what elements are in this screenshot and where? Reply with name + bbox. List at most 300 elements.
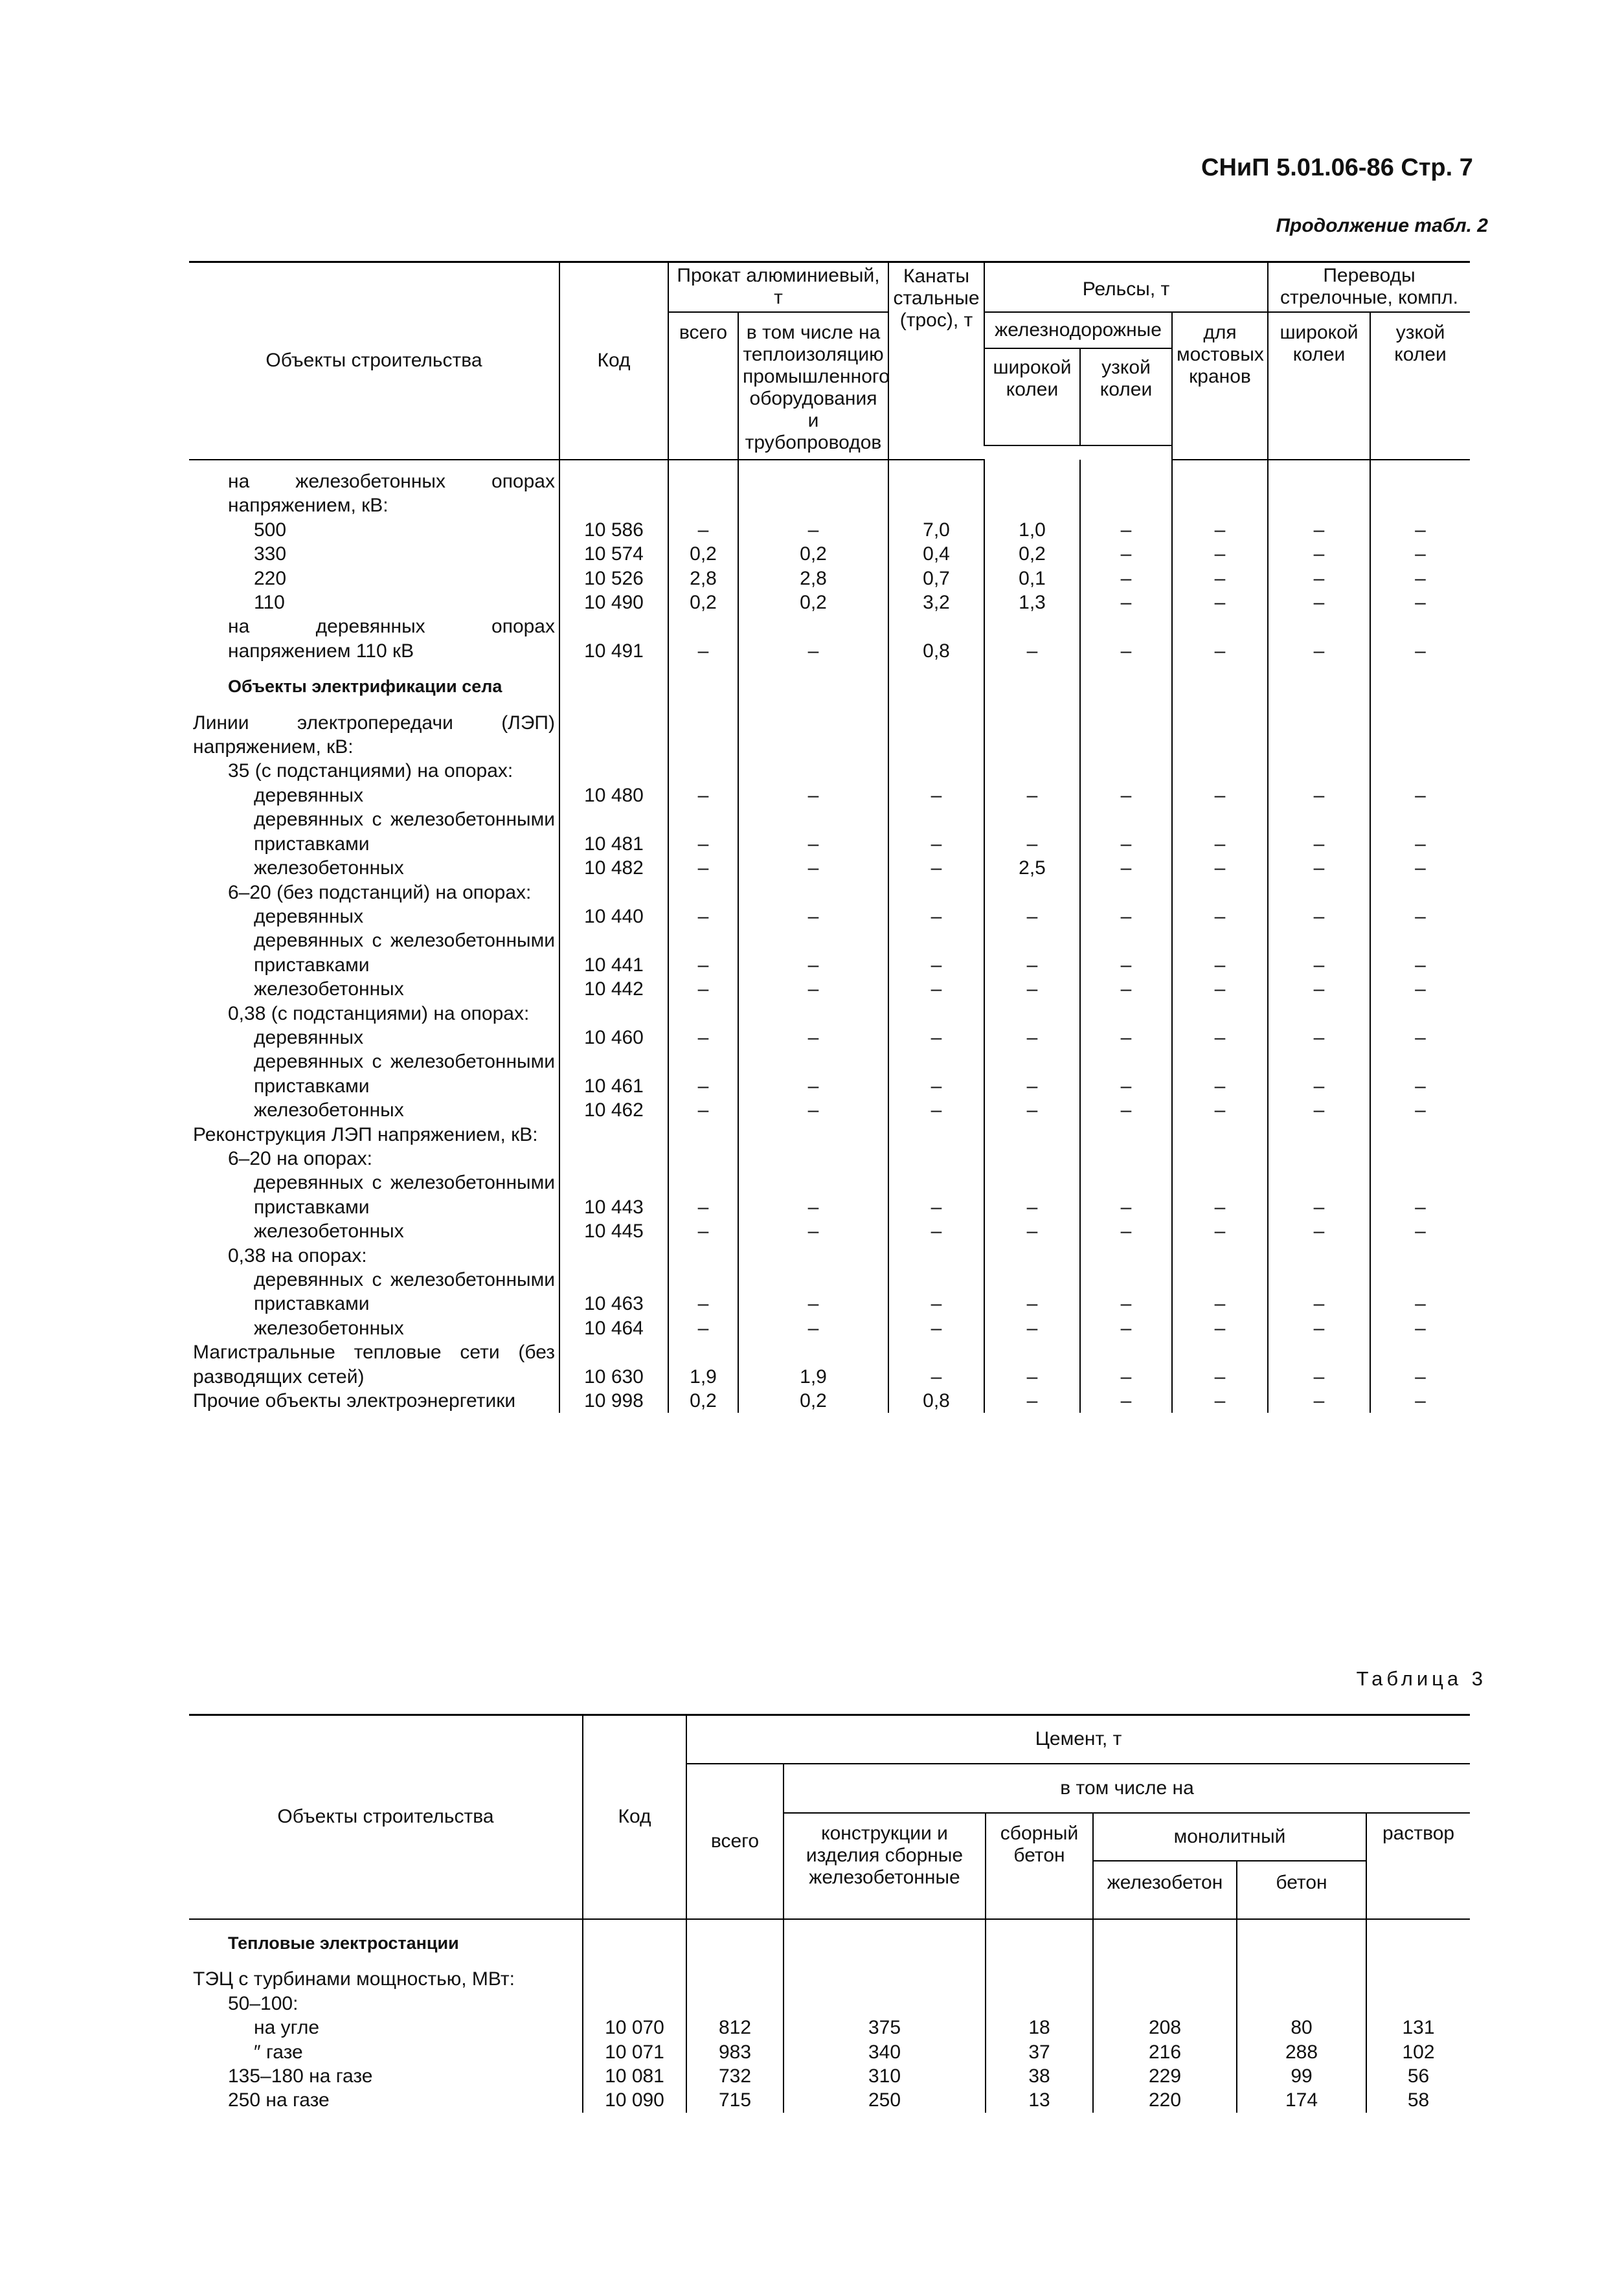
row-value: – xyxy=(738,928,888,977)
row-code xyxy=(559,1244,668,1268)
row-code: 10 460 xyxy=(559,1026,668,1050)
row-value: – xyxy=(1080,1050,1172,1098)
t3-col-header-struct: конструкции и изделия сборные железобетонные xyxy=(784,1813,986,1919)
row-value: – xyxy=(1268,928,1370,977)
row-value: – xyxy=(1172,977,1268,1001)
row-value xyxy=(738,1147,888,1171)
row-value: – xyxy=(1080,928,1172,977)
table-row xyxy=(189,590,1470,614)
row-value: – xyxy=(738,1026,888,1050)
row-object-name: 500 xyxy=(254,519,287,541)
row-value: – xyxy=(668,1098,738,1122)
row-value: – xyxy=(1268,1268,1370,1316)
table-row xyxy=(189,1967,1470,1991)
row-code: 10 462 xyxy=(559,1098,668,1122)
row-value: – xyxy=(1268,1219,1370,1243)
row-value: 0,4 xyxy=(888,542,984,566)
row-value: – xyxy=(1268,1171,1370,1219)
row-value xyxy=(1080,663,1172,710)
row-value: – xyxy=(1080,783,1172,807)
row-object-name: 220 xyxy=(254,567,287,589)
table-row xyxy=(189,759,1470,783)
row-code: 10 081 xyxy=(583,2064,686,2088)
table-row xyxy=(189,2088,1470,2112)
row-value xyxy=(668,1002,738,1026)
row-value: – xyxy=(888,977,984,1001)
row-value: – xyxy=(1080,614,1172,663)
table-row xyxy=(189,1026,1470,1050)
table-row xyxy=(189,663,1470,710)
row-value: – xyxy=(1172,1171,1268,1219)
row-value xyxy=(1268,881,1370,905)
row-value: – xyxy=(1268,1026,1370,1050)
row-value: – xyxy=(738,856,888,880)
row-value xyxy=(984,1147,1080,1171)
row-value xyxy=(984,1123,1080,1147)
row-object-name: 135–180 на газе xyxy=(228,2065,373,2087)
row-code xyxy=(559,1002,668,1026)
row-value: – xyxy=(1268,1098,1370,1122)
row-value xyxy=(738,711,888,759)
row-value: – xyxy=(1080,1268,1172,1316)
row-value xyxy=(668,1147,738,1171)
table-row xyxy=(189,542,1470,566)
row-value: 99 xyxy=(1237,2064,1366,2088)
row-code xyxy=(559,881,668,905)
row-value xyxy=(1370,881,1470,905)
row-value xyxy=(1370,663,1470,710)
row-value: – xyxy=(1080,542,1172,566)
t3-col-header-code: Код xyxy=(583,1715,686,1919)
col-header-sw-narrow: узкой колеи xyxy=(1370,312,1470,460)
row-value: – xyxy=(1370,1171,1470,1219)
table-row xyxy=(189,1919,1470,1967)
row-value: – xyxy=(1172,1340,1268,1389)
row-value: – xyxy=(1370,567,1470,590)
row-value xyxy=(1268,1123,1370,1147)
row-value xyxy=(668,1244,738,1268)
row-value: 3,2 xyxy=(888,590,984,614)
row-value: – xyxy=(1080,856,1172,880)
row-code: 10 463 xyxy=(559,1268,668,1316)
row-value: – xyxy=(888,1316,984,1340)
row-value xyxy=(738,663,888,710)
row-object-name: железобетонных xyxy=(254,1220,404,1243)
row-value xyxy=(1093,1967,1237,1991)
row-value: – xyxy=(984,1098,1080,1122)
row-value xyxy=(1366,1967,1470,1991)
row-value xyxy=(1080,1123,1172,1147)
table-row xyxy=(189,567,1470,590)
row-value xyxy=(668,711,738,759)
col-header-switches: Переводы стрелочные, компл. xyxy=(1268,262,1470,312)
row-value xyxy=(888,1244,984,1268)
table-row xyxy=(189,977,1470,1001)
row-value xyxy=(1268,711,1370,759)
row-value: – xyxy=(1080,977,1172,1001)
table-row xyxy=(189,2040,1470,2064)
row-value: – xyxy=(738,1316,888,1340)
row-value: – xyxy=(1370,590,1470,614)
row-value: – xyxy=(1080,1171,1172,1219)
row-value: – xyxy=(888,1098,984,1122)
row-value: – xyxy=(1268,1340,1370,1389)
row-value xyxy=(738,460,888,518)
row-value xyxy=(1080,711,1172,759)
row-value: 208 xyxy=(1093,2016,1237,2040)
row-value: – xyxy=(738,783,888,807)
row-value: – xyxy=(888,807,984,856)
row-value: 0,7 xyxy=(888,567,984,590)
row-value: 38 xyxy=(986,2064,1093,2088)
row-value xyxy=(1237,1992,1366,2016)
row-value: – xyxy=(1080,567,1172,590)
row-value: – xyxy=(1268,1316,1370,1340)
row-value: – xyxy=(1268,518,1370,542)
table-row xyxy=(189,614,1470,663)
row-value xyxy=(686,1967,784,1991)
row-value: 216 xyxy=(1093,2040,1237,2064)
row-code xyxy=(559,1147,668,1171)
row-value: – xyxy=(888,783,984,807)
row-code: 10 445 xyxy=(559,1219,668,1243)
row-value: 1,3 xyxy=(984,590,1080,614)
row-code: 10 070 xyxy=(583,2016,686,2040)
row-object-name: деревянных с железобетонными приставками xyxy=(254,930,555,976)
row-value xyxy=(986,1992,1093,2016)
table-row xyxy=(189,1316,1470,1340)
t3-col-header-mortar: раствор xyxy=(1366,1813,1470,1919)
row-value: – xyxy=(984,1316,1080,1340)
row-value: 0,2 xyxy=(738,590,888,614)
row-value xyxy=(986,1967,1093,1991)
row-value xyxy=(984,1244,1080,1268)
row-value xyxy=(1268,1244,1370,1268)
row-value xyxy=(1366,1992,1470,2016)
row-value: – xyxy=(984,807,1080,856)
row-value: 0,2 xyxy=(668,590,738,614)
row-value: – xyxy=(984,1050,1080,1098)
row-value: – xyxy=(1268,1389,1370,1413)
row-value: – xyxy=(1172,518,1268,542)
row-object-name: Объекты электрификации села xyxy=(228,677,502,697)
row-value xyxy=(668,663,738,710)
row-value: – xyxy=(738,905,888,928)
row-value: – xyxy=(1172,856,1268,880)
row-value xyxy=(1172,759,1268,783)
table3-title: Таблица 3 xyxy=(1356,1667,1487,1690)
row-value: 310 xyxy=(784,2064,986,2088)
row-value: 2,8 xyxy=(738,567,888,590)
row-code xyxy=(559,460,668,518)
row-value xyxy=(738,1123,888,1147)
row-value: – xyxy=(738,1171,888,1219)
row-value xyxy=(888,711,984,759)
row-value: – xyxy=(1370,614,1470,663)
row-object-name: деревянных с железобетонными приставками xyxy=(254,1051,555,1097)
row-value: – xyxy=(1370,1026,1470,1050)
row-value xyxy=(1370,759,1470,783)
row-value: – xyxy=(1268,590,1370,614)
row-value: – xyxy=(1172,905,1268,928)
row-object-name: 6–20 (без подстанций) на опорах: xyxy=(228,881,532,903)
row-value: – xyxy=(1370,542,1470,566)
row-object-name: Магистральные тепловые сети (без разводящих сетей) xyxy=(193,1342,555,1388)
row-code: 10 090 xyxy=(583,2088,686,2112)
row-value xyxy=(1370,1147,1470,1171)
row-value xyxy=(1093,1919,1237,1967)
row-value xyxy=(1080,460,1172,518)
row-value: – xyxy=(1080,807,1172,856)
row-code: 10 998 xyxy=(559,1389,668,1413)
row-value xyxy=(1370,1123,1470,1147)
row-value: – xyxy=(1268,977,1370,1001)
row-value: – xyxy=(1172,1026,1268,1050)
row-object-name: на железобетонных опорах напряжением, кВ: xyxy=(228,471,555,517)
row-value: 0,8 xyxy=(888,614,984,663)
row-value: – xyxy=(738,614,888,663)
row-value: – xyxy=(984,905,1080,928)
col-header-rails: Рельсы, т xyxy=(984,262,1268,312)
row-value: – xyxy=(668,783,738,807)
row-value: – xyxy=(1268,542,1370,566)
row-value: – xyxy=(1080,518,1172,542)
row-value: – xyxy=(738,977,888,1001)
t3-col-header-mono: монолитный xyxy=(1093,1813,1366,1861)
row-value: – xyxy=(888,905,984,928)
row-value: 58 xyxy=(1366,2088,1470,2112)
table-row xyxy=(189,2016,1470,2040)
row-value xyxy=(1080,1002,1172,1026)
row-value: 375 xyxy=(784,2016,986,2040)
row-object-name: 50–100: xyxy=(228,1992,299,2014)
row-code: 10 071 xyxy=(583,2040,686,2064)
row-value xyxy=(1268,1002,1370,1026)
row-object-name: ТЭЦ с турбинами мощностью, МВт: xyxy=(193,1968,515,1990)
row-value xyxy=(1080,881,1172,905)
t3-col-header-total: всего xyxy=(686,1764,784,1919)
row-object-name: деревянных с железобетонными приставками xyxy=(254,809,555,855)
row-value: – xyxy=(1080,590,1172,614)
t3-col-header-rc: железобетон xyxy=(1093,1861,1237,1919)
row-value: – xyxy=(888,1268,984,1316)
table-continuation-caption: Продолжение табл. 2 xyxy=(1276,215,1488,236)
row-code: 10 490 xyxy=(559,590,668,614)
row-value: – xyxy=(668,1219,738,1243)
row-object-name: деревянных с железобетонными приставками xyxy=(254,1172,555,1218)
row-value: 983 xyxy=(686,2040,784,2064)
row-object-name: деревянных xyxy=(254,905,364,927)
row-value: 37 xyxy=(986,2040,1093,2064)
row-value: 1,9 xyxy=(738,1340,888,1389)
page-header-code: СНиП 5.01.06-86 Стр. 7 xyxy=(1201,154,1473,181)
row-value xyxy=(888,1123,984,1147)
row-value: 732 xyxy=(686,2064,784,2088)
row-value: – xyxy=(1172,807,1268,856)
row-value: – xyxy=(1268,807,1370,856)
table-2 xyxy=(189,262,1470,1413)
row-value xyxy=(1172,881,1268,905)
row-object-name: деревянных xyxy=(254,1026,364,1048)
table-row xyxy=(189,928,1470,977)
row-code: 10 440 xyxy=(559,905,668,928)
row-value xyxy=(1093,1992,1237,2016)
row-value: – xyxy=(1370,928,1470,977)
table-row xyxy=(189,1147,1470,1171)
row-object-name: 35 (с подстанциями) на опорах: xyxy=(228,760,513,782)
row-value: 102 xyxy=(1366,2040,1470,2064)
row-value xyxy=(888,663,984,710)
row-object-name: Прочие объекты электроэнергетики xyxy=(193,1390,516,1412)
row-value: 250 xyxy=(784,2088,986,2112)
row-value xyxy=(1172,1123,1268,1147)
row-object-name: деревянных с железобетонными приставками xyxy=(254,1269,555,1315)
row-value xyxy=(984,460,1080,518)
row-value: 80 xyxy=(1237,2016,1366,2040)
row-code xyxy=(559,759,668,783)
row-value: 1,9 xyxy=(668,1340,738,1389)
row-value: – xyxy=(1172,1268,1268,1316)
table-row xyxy=(189,1050,1470,1098)
row-value: – xyxy=(1268,1050,1370,1098)
row-value: – xyxy=(668,1171,738,1219)
row-value xyxy=(1268,663,1370,710)
row-value: – xyxy=(984,1268,1080,1316)
row-value xyxy=(1080,759,1172,783)
row-code xyxy=(559,663,668,710)
row-value: 2,8 xyxy=(668,567,738,590)
row-value: – xyxy=(984,614,1080,663)
row-value xyxy=(686,1919,784,1967)
row-object-name: 6–20 на опорах: xyxy=(228,1147,372,1169)
row-value: 288 xyxy=(1237,2040,1366,2064)
row-value: – xyxy=(738,1219,888,1243)
row-value: 0,2 xyxy=(738,542,888,566)
row-value: – xyxy=(1370,905,1470,928)
col-header-objects: Объекты строительства xyxy=(189,262,559,460)
row-value xyxy=(1370,460,1470,518)
row-value: – xyxy=(1370,977,1470,1001)
row-value: – xyxy=(668,807,738,856)
table-row xyxy=(189,1340,1470,1389)
row-value: 0,8 xyxy=(888,1389,984,1413)
row-value xyxy=(738,1244,888,1268)
row-object-name: 0,38 на опорах: xyxy=(228,1244,367,1266)
row-value xyxy=(984,881,1080,905)
row-value: – xyxy=(888,928,984,977)
row-value: – xyxy=(1172,783,1268,807)
row-code: 10 630 xyxy=(559,1340,668,1389)
row-value: – xyxy=(668,614,738,663)
row-value: – xyxy=(1172,614,1268,663)
row-value: – xyxy=(1172,1050,1268,1098)
row-code xyxy=(583,1992,686,2016)
row-code xyxy=(583,1967,686,1991)
row-value xyxy=(784,1919,986,1967)
t3-col-header-concrete: бетон xyxy=(1237,1861,1366,1919)
row-value: – xyxy=(1370,1316,1470,1340)
table-row xyxy=(189,1389,1470,1413)
row-value: – xyxy=(1080,1340,1172,1389)
row-object-name: на угле xyxy=(254,2017,320,2039)
row-value xyxy=(784,1967,986,1991)
row-value: – xyxy=(1080,1219,1172,1243)
row-code: 10 443 xyxy=(559,1171,668,1219)
row-object-name: железобетонных xyxy=(254,1317,404,1339)
col-header-sw-wide: широкой колеи xyxy=(1268,312,1370,460)
row-value: 131 xyxy=(1366,2016,1470,2040)
row-value: – xyxy=(888,1340,984,1389)
row-value: – xyxy=(1172,928,1268,977)
row-object-name: Тепловые электростанции xyxy=(228,1933,459,1953)
table-row xyxy=(189,807,1470,856)
row-code: 10 480 xyxy=(559,783,668,807)
row-value: – xyxy=(984,783,1080,807)
row-value xyxy=(668,460,738,518)
row-value xyxy=(668,881,738,905)
row-value: 0,1 xyxy=(984,567,1080,590)
row-value xyxy=(1080,1244,1172,1268)
row-value xyxy=(1268,759,1370,783)
col-header-rail-wide: широкой колеи xyxy=(984,348,1080,445)
table-row xyxy=(189,1171,1470,1219)
row-value xyxy=(888,1002,984,1026)
row-value: – xyxy=(1268,783,1370,807)
row-value: – xyxy=(668,928,738,977)
t3-col-header-precast: сборный бетон xyxy=(986,1813,1093,1919)
row-value: 0,2 xyxy=(668,1389,738,1413)
col-header-rail-rr: железнодорожные xyxy=(984,312,1172,348)
row-value: – xyxy=(984,1171,1080,1219)
row-value: – xyxy=(1268,567,1370,590)
row-value: – xyxy=(888,1050,984,1098)
row-object-name: железобетонных xyxy=(254,1099,404,1121)
row-value xyxy=(1172,1244,1268,1268)
table-row xyxy=(189,518,1470,542)
row-value: 174 xyxy=(1237,2088,1366,2112)
row-code: 10 491 xyxy=(559,614,668,663)
table-row xyxy=(189,460,1470,518)
row-value: – xyxy=(888,1171,984,1219)
row-code: 10 481 xyxy=(559,807,668,856)
row-code: 10 526 xyxy=(559,567,668,590)
row-value: – xyxy=(1370,1219,1470,1243)
row-object-name: 110 xyxy=(254,592,285,614)
t3-col-header-cement: Цемент, т xyxy=(686,1715,1470,1764)
row-value xyxy=(1370,711,1470,759)
row-value xyxy=(668,759,738,783)
row-value: – xyxy=(1268,905,1370,928)
row-object-name: на деревянных опорах напряжением 110 кВ xyxy=(228,616,555,662)
row-value: – xyxy=(888,856,984,880)
row-value: – xyxy=(1172,1316,1268,1340)
row-value: 13 xyxy=(986,2088,1093,2112)
row-code: 10 586 xyxy=(559,518,668,542)
row-code: 10 461 xyxy=(559,1050,668,1098)
row-value: – xyxy=(1370,518,1470,542)
row-value: – xyxy=(738,1098,888,1122)
col-header-code: Код xyxy=(559,262,668,460)
row-value: 7,0 xyxy=(888,518,984,542)
row-value xyxy=(888,881,984,905)
row-value: – xyxy=(668,856,738,880)
row-value: – xyxy=(1370,1098,1470,1122)
table-row xyxy=(189,1219,1470,1243)
table-row xyxy=(189,905,1470,928)
row-value: 2,5 xyxy=(984,856,1080,880)
row-value: – xyxy=(1370,1389,1470,1413)
row-code xyxy=(559,711,668,759)
